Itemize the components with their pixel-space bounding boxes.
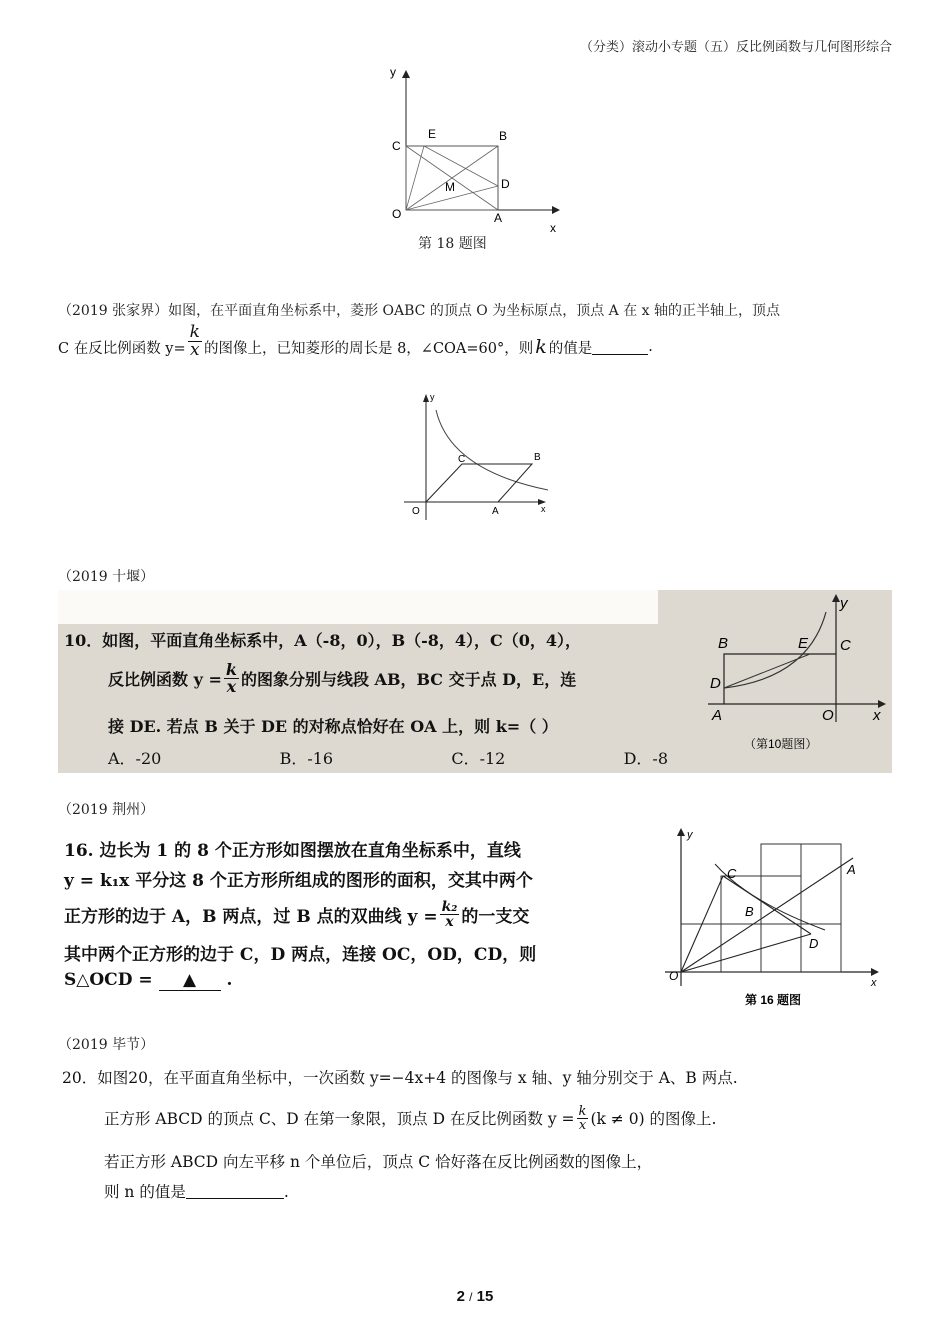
- option-b[interactable]: B．-16: [279, 749, 334, 768]
- bijie-text-line2a: 正方形 ABCD 的顶点 C、D 在第一象限，顶点 D 在反比例函数 y =: [104, 1110, 575, 1128]
- hyperbola-curve: [724, 612, 826, 688]
- figure-18-caption: 第 18 题图: [418, 236, 487, 252]
- label-y: y: [430, 392, 435, 402]
- x-axis-arrow: [552, 206, 560, 214]
- y-axis-arrow: [423, 394, 429, 402]
- hyperbola-curve: [436, 410, 548, 490]
- option-d[interactable]: D．-8: [623, 749, 668, 768]
- shiyan-line2: [108, 656, 576, 700]
- zhangjiajie-graph: [398, 390, 558, 525]
- shiyan-line3: 接 DE. 若点 B 关于 DE 的对称点恰好在 OA 上，则 k=（ ）: [108, 717, 558, 736]
- label-d: D: [809, 936, 819, 951]
- fraction-denominator: x: [190, 339, 200, 360]
- source-bijie: （2019 毕节）: [58, 1037, 155, 1053]
- square-3: [761, 924, 801, 972]
- current-page: 2: [456, 1288, 465, 1305]
- label-y: y: [687, 829, 693, 841]
- total-pages: 15: [476, 1288, 494, 1305]
- bijie-line2: [104, 1096, 716, 1140]
- option-a[interactable]: A．-20: [108, 749, 162, 768]
- triangle-marker-icon: ▲: [182, 970, 197, 990]
- fraction-numerator: k₂: [441, 898, 458, 915]
- label-o: O: [822, 707, 834, 724]
- label-m: M: [445, 180, 455, 194]
- figure-caption: （第10题图）: [744, 737, 818, 751]
- zhangjiajie-text-line2b: 的图像上，已知菱形的周长是 8，∠COA=60°，则: [203, 340, 534, 357]
- jingzhou-question-scan: [58, 824, 892, 1010]
- label-x: x: [871, 977, 877, 989]
- figure-caption: 第 16 题图: [745, 993, 802, 1007]
- page-separator: /: [469, 1290, 473, 1304]
- y-axis-arrow: [677, 828, 685, 836]
- rhombus-oabc: [426, 464, 532, 502]
- jingzhou-line3: [64, 890, 529, 938]
- bijie-line4: [104, 1180, 289, 1202]
- label-c: C: [392, 139, 401, 153]
- jingzhou-text-line5a: S△OCD =: [64, 970, 153, 990]
- segment-cd: [723, 876, 811, 934]
- shiyan-question-scan: [58, 590, 892, 773]
- source-jingzhou: （2019 荆州）: [58, 802, 155, 818]
- square-2: [721, 924, 761, 972]
- segments-ab-bc: [724, 654, 836, 704]
- source-shiyan: （2019 十堰）: [58, 569, 155, 585]
- label-a: A: [492, 506, 499, 517]
- x-axis-arrow: [871, 968, 879, 976]
- label-e: E: [798, 635, 809, 652]
- scan-top-band: [58, 590, 658, 624]
- label-y: y: [840, 595, 848, 612]
- zhangjiajie-text-line1: 如图，在平面直角坐标系中，菱形 OABC 的顶点 O 为坐标原点，顶点 A 在 x 轴的正半轴上，顶点: [168, 303, 781, 319]
- segment-de: [724, 654, 810, 688]
- square-1: [681, 924, 721, 972]
- label-x: x: [873, 707, 881, 724]
- segment-od: [681, 934, 811, 972]
- label-y: y: [390, 65, 396, 79]
- answer-blank[interactable]: [159, 970, 221, 991]
- label-d: D: [710, 675, 721, 692]
- jingzhou-line5: [64, 970, 232, 991]
- zhangjiajie-text-line2a: C 在反比例函数 y=: [58, 340, 186, 357]
- question-zhangjiajie-line1: [58, 300, 780, 320]
- jingzhou-line1: 16. 边长为 1 的 8 个正方形如图摆放在直角坐标系中，直线: [64, 841, 521, 861]
- label-o: O: [669, 969, 679, 983]
- jingzhou-line2: y = k₁x 平分这 8 个正方形所组成的图形的面积，交其中两个: [64, 871, 533, 891]
- fraction-numerator: k: [578, 1103, 587, 1119]
- square-6: [761, 876, 801, 924]
- answer-blank[interactable]: [592, 340, 648, 355]
- fraction-k-over-x: [577, 1105, 589, 1132]
- label-b: B: [534, 452, 541, 463]
- jingzhou-text-line3b: 的一支交: [461, 906, 530, 927]
- label-b: B: [499, 129, 508, 143]
- label-b: B: [745, 904, 754, 919]
- label-o: O: [392, 207, 402, 221]
- fraction-denominator: x: [578, 1117, 587, 1133]
- label-e: E: [428, 127, 437, 141]
- label-c: C: [840, 637, 851, 654]
- fraction-denominator: x: [445, 913, 454, 930]
- label-o: O: [412, 506, 420, 517]
- zhangjiajie-text-line2c: 的值是: [548, 340, 593, 357]
- k-symbol: k: [535, 336, 547, 358]
- fraction-k-over-x: [188, 321, 202, 360]
- page-number: [0, 1288, 950, 1305]
- label-b: B: [718, 635, 729, 652]
- jingzhou-text-line3a: 正方形的边于 A，B 两点，过 B 点的双曲线 y =: [64, 906, 438, 927]
- shiyan-text-line2b: 的图象分别与线段 AB，BC 交于点 D，E，连: [240, 669, 577, 689]
- jingzhou-graph: [653, 824, 888, 1010]
- question-zhangjiajie-line2: [58, 321, 653, 370]
- y-axis-arrow: [402, 70, 410, 78]
- label-x: x: [541, 504, 546, 514]
- shiyan-text-line2a: 反比例函数 y =: [108, 669, 222, 689]
- square-7: [761, 844, 801, 876]
- fraction-denominator: x: [226, 676, 237, 696]
- jingzhou-text-line5-end: .: [226, 970, 233, 990]
- shiyan-graph: [698, 592, 888, 770]
- label-a: A: [494, 211, 503, 225]
- line-k1x: [681, 858, 853, 972]
- y-axis-arrow: [832, 594, 840, 602]
- bijie-line3: 若正方形 ABCD 向左平移 n 个单位后，顶点 C 恰好落在反比例函数的图像上，: [104, 1153, 653, 1171]
- fraction-numerator: k: [225, 659, 237, 679]
- bijie-text-line2b: (k ≠ 0) 的图像上.: [590, 1110, 717, 1128]
- bijie-text-line4a: 则 n 的值是: [104, 1183, 186, 1201]
- bijie-line1: 20．如图20，在平面直角坐标中，一次函数 y=−4x+4 的图像与 x 轴、y 轴分别交于 A、B 两点.: [62, 1069, 738, 1087]
- fraction-k2-over-x: [440, 900, 460, 929]
- label-c: C: [727, 866, 737, 881]
- square-8: [801, 844, 841, 924]
- header-title: （分类）滚动小专题（五）反比例函数与几何图形综合: [579, 40, 892, 55]
- label-a: A: [847, 862, 856, 877]
- bijie-text-line4-end: .: [283, 1183, 289, 1201]
- shiyan-line1: 10．如图，平面直角坐标系中，A（-8，0），B（-8，4），C（0，4），: [64, 631, 582, 650]
- fraction-k-over-x: [224, 659, 239, 696]
- source-zhangjiajie: （2019 张家界）: [58, 303, 169, 319]
- segment-oe: [406, 146, 424, 210]
- zhangjiajie-text-end: .: [648, 339, 653, 355]
- label-x: x: [550, 221, 556, 235]
- fraction-numerator: k: [189, 321, 200, 342]
- label-c: C: [458, 454, 466, 465]
- answer-blank[interactable]: [186, 1184, 284, 1199]
- shiyan-options: [108, 746, 668, 769]
- label-d: D: [501, 177, 510, 191]
- figure-18-diagram: [370, 60, 590, 235]
- square-5: [721, 876, 761, 924]
- label-a: A: [712, 707, 723, 724]
- option-c[interactable]: C．-12: [451, 749, 506, 768]
- jingzhou-line4: 其中两个正方形的边于 C，D 两点，连接 OC，OD，CD，则: [64, 945, 537, 965]
